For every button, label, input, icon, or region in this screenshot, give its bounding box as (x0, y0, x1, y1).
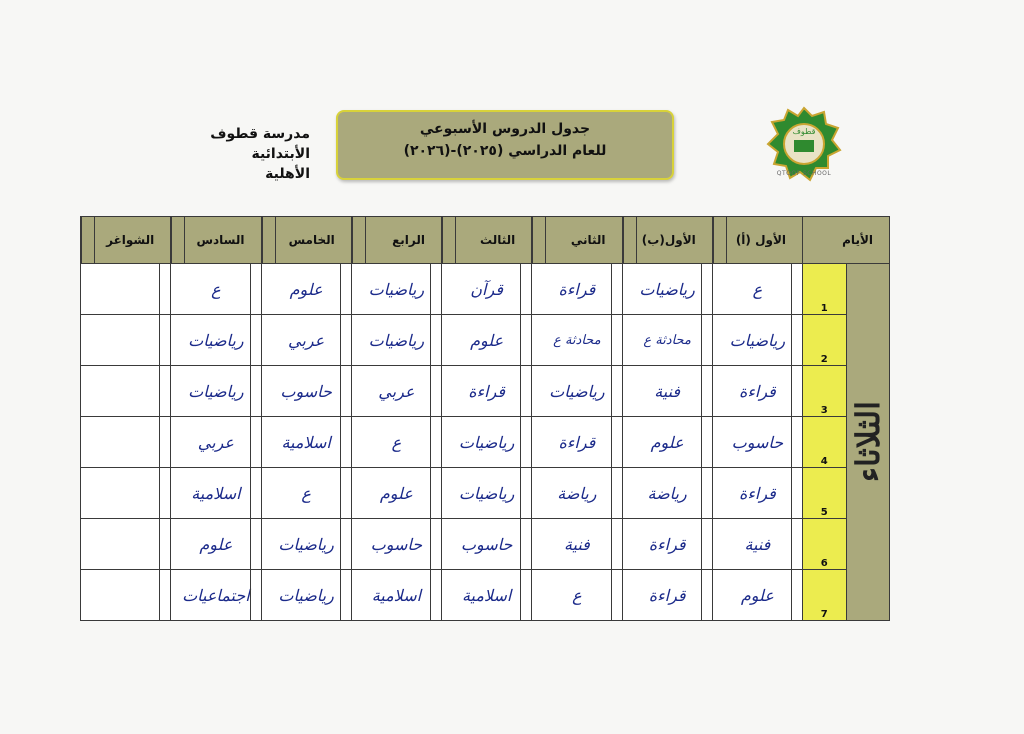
cell-divider (250, 366, 261, 416)
lesson-cell (81, 315, 171, 366)
cell-divider (340, 315, 351, 365)
column-header-label: الأيام (842, 233, 873, 247)
cell-divider (791, 519, 802, 569)
lesson-cell (351, 519, 441, 570)
lesson-subject: اجتماعيات (182, 585, 250, 605)
lesson-subject: ع (301, 483, 311, 503)
lesson-subject: علوم (379, 483, 413, 503)
cell-divider (791, 315, 802, 365)
lesson-subject: قراءة (558, 279, 596, 299)
lesson-cell (532, 366, 622, 417)
schedule-body (81, 264, 890, 621)
lesson-subject: ع (572, 585, 582, 605)
lesson-cell (712, 417, 802, 468)
lesson-cell (171, 264, 261, 315)
cell-divider (701, 264, 712, 314)
lesson-cell (442, 570, 532, 621)
column-header (261, 217, 351, 264)
lesson-subject: محادثة ع (553, 332, 601, 348)
table-row (81, 468, 890, 519)
lesson-cell (81, 519, 171, 570)
lesson-cell (442, 366, 532, 417)
lesson-cell (712, 570, 802, 621)
cell-divider (611, 366, 622, 416)
cell-divider (250, 417, 261, 467)
header-divider (623, 217, 637, 263)
lesson-subject: رياضيات (639, 279, 695, 299)
lesson-subject: علوم (740, 585, 774, 605)
period-number: 3 (803, 366, 847, 417)
column-header-label: السادس (196, 233, 245, 247)
lesson-subject: علوم (470, 330, 504, 350)
lesson-cell (712, 315, 802, 366)
cell-divider (430, 366, 441, 416)
lesson-cell (171, 417, 261, 468)
cell-divider (340, 417, 351, 467)
lesson-subject: فنية (744, 534, 771, 554)
lesson-cell (171, 519, 261, 570)
lesson-cell (351, 570, 441, 621)
lesson-cell (171, 570, 261, 621)
lesson-subject: محادثة ع (643, 332, 691, 348)
lesson-cell (622, 519, 712, 570)
lesson-subject: قراءة (648, 534, 686, 554)
cell-divider (340, 570, 351, 620)
logo-text: قطوف (792, 127, 816, 136)
lesson-subject: رياضيات (729, 330, 786, 350)
column-header-label: الشواغر (106, 233, 155, 247)
cell-divider (611, 468, 622, 518)
column-header-label: الأول (أ) (735, 233, 786, 247)
lesson-cell (81, 570, 171, 621)
cell-divider (340, 264, 351, 314)
cell-divider (701, 468, 712, 518)
lesson-cell (171, 468, 261, 519)
lesson-cell (622, 315, 712, 366)
cell-divider (159, 417, 170, 467)
lesson-subject: فنية (563, 534, 590, 554)
lesson-subject: اسلامية (281, 432, 331, 452)
cell-divider (701, 519, 712, 569)
lesson-cell (712, 468, 802, 519)
lesson-cell (532, 417, 622, 468)
cell-divider (430, 519, 441, 569)
period-number: 1 (803, 264, 847, 315)
header-divider (532, 217, 546, 263)
school-name (150, 124, 310, 184)
lesson-subject: قراءة (558, 432, 596, 452)
lesson-subject: حاسوب (370, 534, 423, 554)
period-number: 2 (803, 315, 847, 366)
header-divider (713, 217, 727, 263)
column-header-label: الثالث (480, 233, 516, 247)
day-cell (846, 264, 890, 621)
column-header (622, 217, 712, 264)
table-row (81, 417, 890, 468)
lesson-cell (442, 417, 532, 468)
cell-divider (520, 468, 531, 518)
table-row (81, 570, 890, 621)
cell-divider (340, 519, 351, 569)
lesson-subject: عربي (288, 330, 325, 350)
schedule-table (80, 216, 890, 621)
cell-divider (701, 417, 712, 467)
column-header (442, 217, 532, 264)
day-label: الثلاثاء (848, 401, 887, 483)
column-header-label: الثاني (570, 233, 606, 247)
lesson-cell (712, 366, 802, 417)
cell-divider (340, 366, 351, 416)
lesson-cell (532, 570, 622, 621)
lesson-cell (261, 366, 351, 417)
cell-divider (791, 366, 802, 416)
cell-divider (159, 519, 170, 569)
cell-divider (611, 519, 622, 569)
lesson-cell (351, 264, 441, 315)
lesson-subject: عربي (197, 432, 234, 452)
lesson-subject: علوم (650, 432, 684, 452)
lesson-cell (261, 570, 351, 621)
lesson-cell (171, 315, 261, 366)
lesson-subject: رياضيات (368, 279, 425, 299)
lesson-subject: رياضة (647, 483, 687, 503)
lesson-subject: رياضيات (278, 534, 334, 554)
cell-divider (250, 264, 261, 314)
cell-divider (159, 366, 170, 416)
table-row (81, 264, 890, 315)
cell-divider (791, 264, 802, 314)
lesson-cell (532, 519, 622, 570)
column-header (81, 217, 171, 264)
cell-divider (250, 315, 261, 365)
lesson-subject: قراءة (738, 381, 776, 401)
cell-divider (701, 570, 712, 620)
lesson-cell (622, 468, 712, 519)
cell-divider (520, 417, 531, 467)
lesson-subject: علوم (289, 279, 323, 299)
column-header (171, 217, 261, 264)
lesson-cell (622, 264, 712, 315)
lesson-cell (171, 366, 261, 417)
lesson-subject: حاسوب (460, 534, 513, 554)
cell-divider (520, 570, 531, 620)
column-header-label: الأول(ب) (641, 233, 696, 247)
cell-divider (159, 264, 170, 314)
lesson-cell (622, 570, 712, 621)
lesson-subject: قراءة (738, 483, 776, 503)
cell-divider (340, 468, 351, 518)
lesson-subject: فنية (654, 381, 681, 401)
period-number: 4 (803, 417, 847, 468)
lesson-cell (442, 519, 532, 570)
column-header (532, 217, 622, 264)
academic-year: للعام الدراسي (٢٠٢٥)-(٢٠٢٦) (403, 143, 607, 159)
table-row (81, 519, 890, 570)
period-number: 7 (803, 570, 847, 621)
cell-divider (430, 417, 441, 467)
lesson-cell (351, 366, 441, 417)
table-row (81, 315, 890, 366)
cell-divider (159, 315, 170, 365)
lesson-cell (81, 417, 171, 468)
lesson-subject: رياضيات (188, 381, 244, 401)
lesson-cell (622, 366, 712, 417)
lesson-subject: رياضيات (188, 330, 244, 350)
lesson-subject: حاسوب (280, 381, 332, 401)
header-divider (262, 217, 276, 263)
lesson-subject: قراءة (468, 381, 506, 401)
cell-divider (791, 570, 802, 620)
lesson-cell (81, 366, 171, 417)
lesson-subject: رياضيات (458, 483, 515, 503)
lesson-subject: ع (391, 432, 402, 452)
cell-divider (611, 570, 622, 620)
cell-divider (430, 264, 441, 314)
lesson-cell (442, 264, 532, 315)
header-divider (352, 217, 366, 263)
school-name-line1: مدرسة قطوف الأبتدائية (210, 126, 310, 162)
period-number: 5 (803, 468, 847, 519)
lesson-subject: رياضيات (278, 585, 334, 605)
lesson-cell (261, 315, 351, 366)
cell-divider (611, 264, 622, 314)
lesson-cell (351, 417, 441, 468)
cell-divider (611, 315, 622, 365)
lesson-cell (261, 519, 351, 570)
header-divider (81, 217, 95, 263)
lesson-cell (622, 417, 712, 468)
cell-divider (611, 417, 622, 467)
lesson-subject: رياضيات (549, 381, 605, 401)
header-divider (171, 217, 185, 263)
lesson-cell (442, 315, 532, 366)
column-header-label: الرابع (392, 233, 425, 247)
cell-divider (520, 264, 531, 314)
lesson-subject: اسلامية (371, 585, 422, 605)
lesson-subject: قرآن (470, 279, 503, 299)
cell-divider (159, 570, 170, 620)
column-header-label: الخامس (288, 233, 335, 247)
cell-divider (520, 366, 531, 416)
table-row (81, 366, 890, 417)
lesson-cell (532, 264, 622, 315)
period-number: 6 (803, 519, 847, 570)
cell-divider (701, 315, 712, 365)
lesson-cell (532, 315, 622, 366)
lesson-subject: علوم (199, 534, 233, 554)
schedule-title: جدول الدروس الأسبوعي (419, 121, 591, 137)
cell-divider (159, 468, 170, 518)
lesson-cell (351, 468, 441, 519)
lesson-cell (351, 315, 441, 366)
lesson-subject: قراءة (648, 585, 686, 605)
school-name-line2: الأهلية (265, 166, 310, 182)
column-header (803, 217, 890, 264)
cell-divider (430, 468, 441, 518)
lesson-subject: اسلامية (461, 585, 512, 605)
cell-divider (791, 417, 802, 467)
lesson-cell (442, 468, 532, 519)
cell-divider (791, 468, 802, 518)
cell-divider (430, 570, 441, 620)
lesson-cell (261, 468, 351, 519)
lesson-cell (261, 264, 351, 315)
column-header (351, 217, 441, 264)
lesson-subject: عربي (378, 381, 415, 401)
lesson-cell (712, 519, 802, 570)
cell-divider (430, 315, 441, 365)
header-row (81, 217, 890, 264)
lesson-cell (261, 417, 351, 468)
cell-divider (250, 519, 261, 569)
lesson-subject: رياضيات (368, 330, 425, 350)
lesson-subject: رياضة (557, 483, 597, 503)
lesson-subject: حاسوب (731, 432, 784, 452)
lesson-cell (532, 468, 622, 519)
lesson-subject: ع (752, 279, 763, 299)
logo-caption: QTOOF SCHOOL (776, 170, 832, 177)
title-box (336, 110, 674, 180)
lesson-subject: اسلامية (191, 483, 241, 503)
cell-divider (250, 468, 261, 518)
lesson-cell (81, 264, 171, 315)
cell-divider (250, 570, 261, 620)
column-header (712, 217, 802, 264)
cell-divider (701, 366, 712, 416)
lesson-subject: ع (211, 279, 221, 299)
lesson-cell (712, 264, 802, 315)
header-divider (442, 217, 456, 263)
cell-divider (520, 315, 531, 365)
lesson-cell (81, 468, 171, 519)
cell-divider (520, 519, 531, 569)
lesson-subject: رياضيات (458, 432, 515, 452)
